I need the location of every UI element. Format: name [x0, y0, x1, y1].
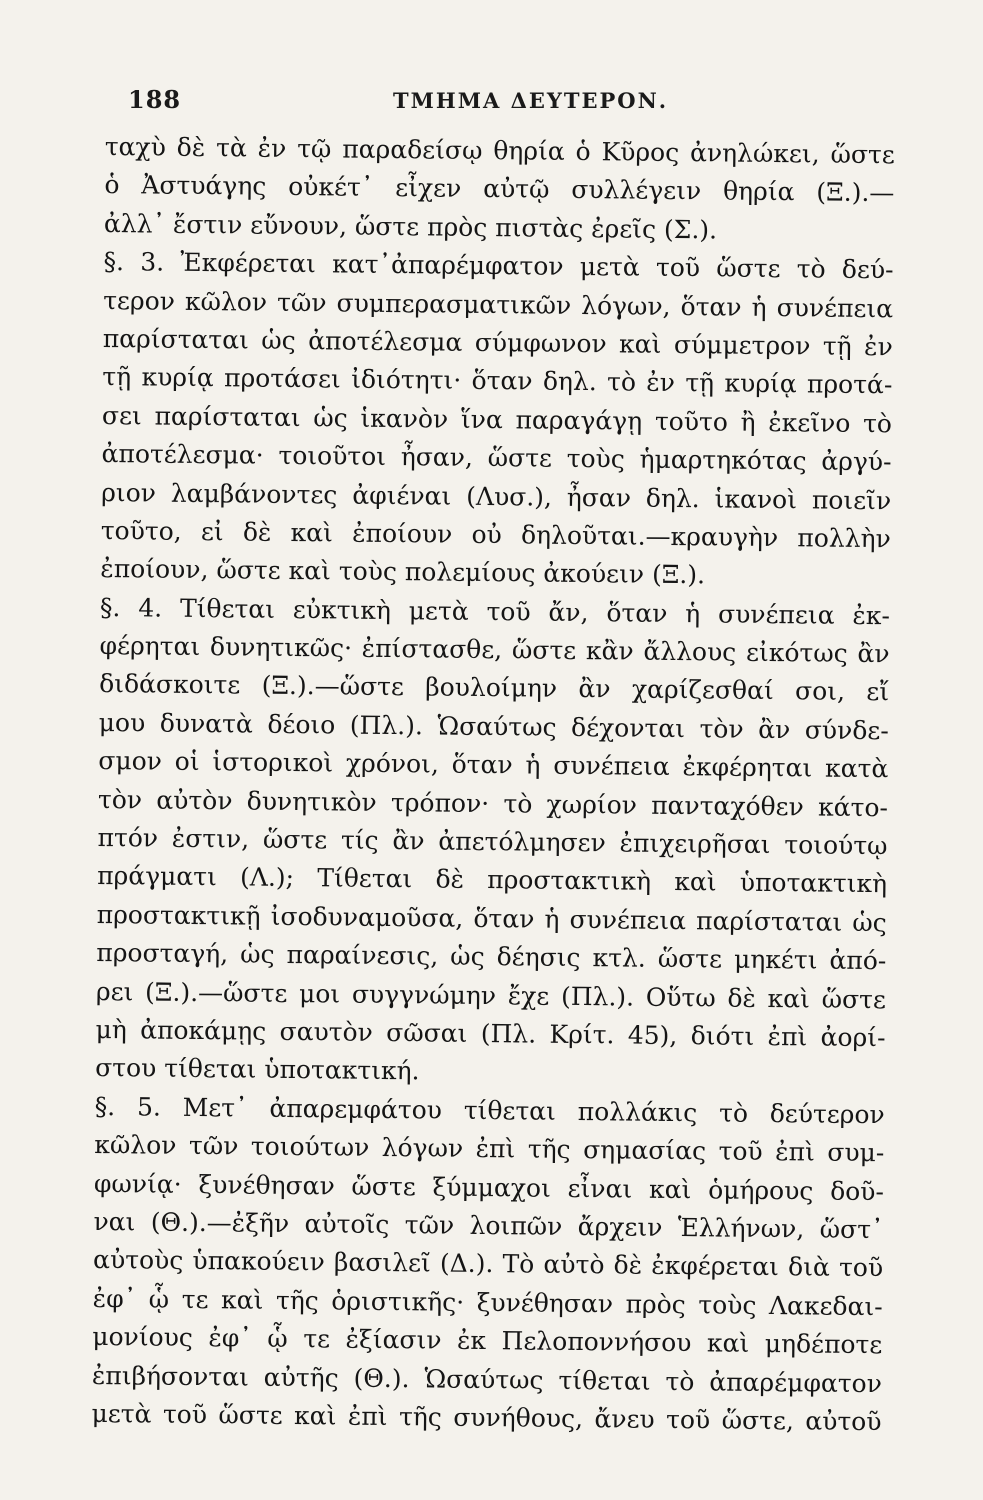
text-line: ταχὺ δὲ τὰ ἐν τῷ παραδείσῳ θηρία ὁ Κῦρος ἀνηλώκει, ὥστε	[104, 131, 895, 170]
text-line: κῶλον τῶν τοιούτων λόγων ἐπὶ τῆς σημασίας τοῦ ἐπὶ συμ-	[94, 1130, 885, 1168]
text-line: ἀποτέλεσμα· τοιοῦτοι ἦσαν, ὥστε τοὺς ἡμαρτηκότας ἀργύ-	[101, 439, 892, 477]
text-line: προστακτικῇ ἰσοδυναμοῦσα, ὅταν ἡ συνέπεια παρίσταται ὡς	[96, 899, 887, 938]
text-line: ἀλλ᾽ ἔστιν εὔνουν, ὥστε πρὸς πιστὰς ἐρεῖς (Σ.).	[103, 208, 718, 245]
text-line: ἐφ᾽ ᾧ τε καὶ τῆς ὁριστικῆς· ξυνέθησαν πρὸς τοὺς Λακεδαι-	[92, 1283, 883, 1321]
text-line: πράγματι (Λ.); Τίθεται δὲ προστακτικὴ καὶ ὑποτακτικὴ	[97, 861, 888, 899]
text-line: τερον κῶλον τῶν συμπερασματικῶν λόγων, ὅταν ἡ συνέπεια	[103, 285, 894, 323]
text-line: ὁ Ἀστυάγης οὐκέτ᾽ εἶχεν αὐτῷ συλλέγειν θηρία (Ξ.).—	[104, 170, 895, 208]
page-number: 188	[128, 85, 182, 114]
section-5-start: §. 5. Μετ᾽ ἀπαρεμφάτου τίθεται πολλάκις τὸ δεύτερον	[94, 1091, 885, 1129]
text-line: μὴ ἀποκάμῃς σαυτὸν σῶσαι (Πλ. Κρίτ. 45), διότι ἐπὶ ἀορί-	[95, 1014, 886, 1053]
text-line: ναι (Θ.).—ἐξῆν αὐτοῖς τῶν λοιπῶν ἄρχειν Ἑλλήνων, ὥστ᾽	[93, 1206, 884, 1245]
text-line: αὐτοὺς ὑπακούειν βασιλεῖ (Δ.). Τὸ αὐτὸ δὲ ἐκφέρεται διὰ τοῦ	[92, 1245, 884, 1283]
text-line: στου τίθεται ὑποτακτική.	[95, 1053, 420, 1086]
text-line: παρίσταται ὡς ἀποτέλεσμα σύμφωνον καὶ σύμμετρον τῇ ἐν	[102, 323, 893, 362]
page-header	[128, 85, 888, 115]
text-line: διδάσκοιτε (Ξ.).—ὥστε βουλοίμην ἂν χαρίζεσθαί σοι, εἴ	[99, 669, 890, 707]
text-line: ρει (Ξ.).—ὥστε μοι συγγνώμην ἔχε (Πλ.). Οὕτω δὲ καὶ ὥστε	[95, 976, 887, 1014]
running-head: ΤΜΗΜΑ ΔΕΥΤΕΡΟΝ.	[393, 88, 669, 113]
text-line: μετὰ τοῦ ὥστε καὶ ἐπὶ τῆς συνήθους, ἄνευ τοῦ ὥστε, αὐτοῦ	[91, 1398, 882, 1437]
text-line: μονίους ἐφ᾽ ᾧ τε ἐξίασιν ἐκ Πελοποννήσου καὶ μηδέποτε	[92, 1322, 883, 1360]
text-line: πτόν ἐστιν, ὥστε τίς ἂν ἀπετόλμησεν ἐπιχειρῆσαι τοιούτῳ	[97, 822, 888, 861]
body-text	[91, 128, 895, 1441]
section-3-start: §. 3. Ἐκφέρεται κατ᾽ἀπαρέμφατον μετὰ τοῦ ὥστε τὸ δεύ-	[103, 247, 894, 285]
text-line: μου δυνατὰ δέοιο (Πλ.). Ὡσαύτως δέχονται τὸν ἂν σύνδε-	[98, 707, 889, 746]
text-line: ἐπιβήσονται αὐτῆς (Θ.). Ὡσαύτως τίθεται τὸ ἀπαρέμφατον	[91, 1360, 883, 1398]
text-line: ριον λαμβάνοντες ἀφιέναι (Λυσ.), ἦσαν δηλ. ἱκανοὶ ποιεῖν	[101, 477, 892, 515]
text-line: φωνίᾳ· ξυνέθησαν ὥστε ξύμμαχοι εἶναι καὶ ὁμήρους δοῦ-	[93, 1168, 885, 1206]
text-line: σμον οἱ ἱστορικοὶ χρόνοι, ὅταν ἡ συνέπεια ἐκφέρηται κατὰ	[98, 746, 889, 784]
text-line: σει παρίσταται ὡς ἱκανὸν ἵνα παραγάγῃ τοῦτο ἢ ἐκεῖνο τὸ	[101, 400, 893, 438]
text-line: τοῦτο, εἰ δὲ καὶ ἐποίουν οὐ δηλοῦται.—κραυγὴν πολλὴν	[100, 515, 891, 554]
section-4-start: §. 4. Τίθεται εὐκτικὴ μετὰ τοῦ ἄν, ὅταν ἡ συνέπεια ἐκ-	[99, 592, 891, 630]
text-line: τὸν αὐτὸν δυνητικὸν τρόπον· τὸ χωρίον πανταχόθεν κάτο-	[97, 784, 889, 822]
text-line: ἐποίουν, ὥστε καὶ τοὺς πολεμίους ἀκούειν (Ξ.).	[100, 554, 706, 590]
text-line: φέρηται δυνητικῶς· ἐπίστασθε, ὥστε κἂν ἄλλους εἰκότως ἂν	[99, 631, 890, 669]
text-line: τῇ κυρίᾳ προτάσει ἰδιότητι· ὅταν δηλ. τὸ ἐν τῇ κυρίᾳ προτά-	[102, 362, 893, 400]
text-line: προσταγή, ὡς παραίνεσις, ὡς δέησις κτλ. ὥστε μηκέτι ἀπό-	[96, 938, 887, 976]
